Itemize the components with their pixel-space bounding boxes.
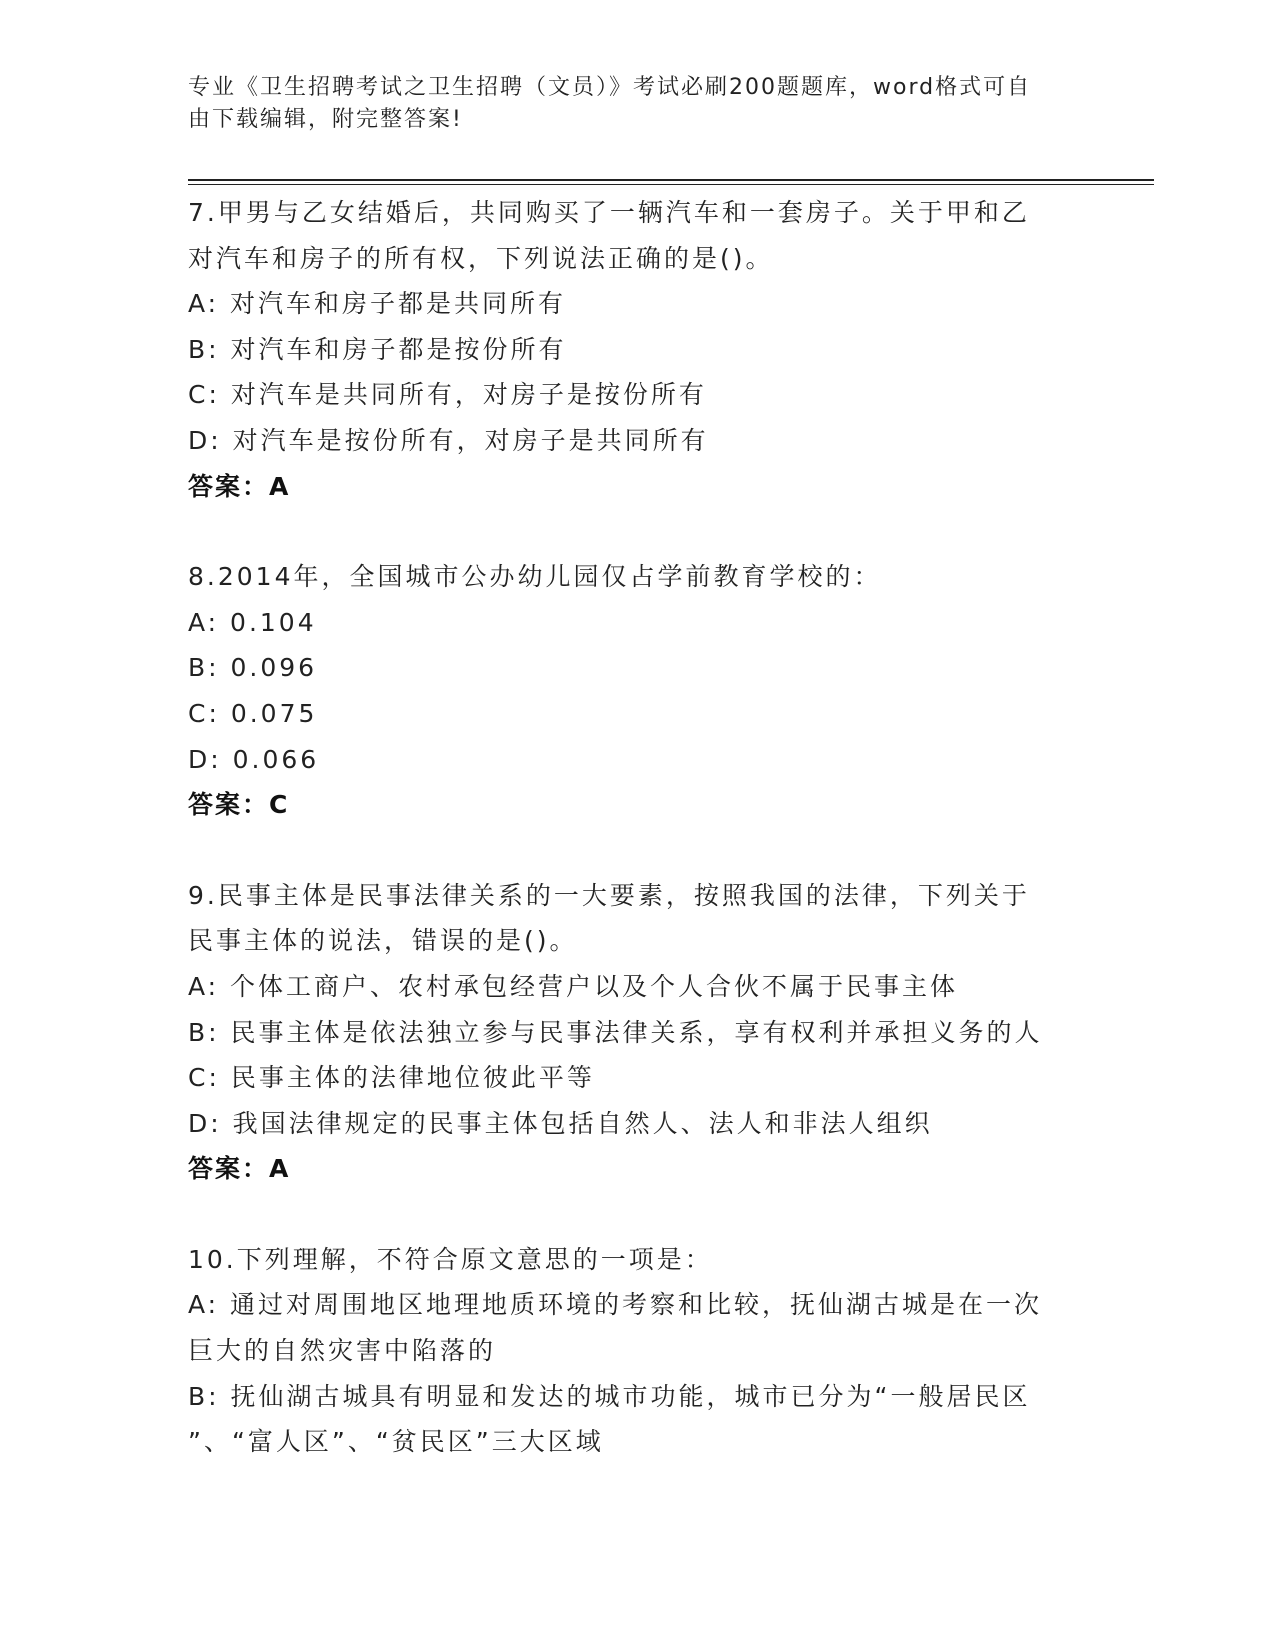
option-line: 巨大的自然灾害中陷落的 [188, 1336, 497, 1366]
option-line: D: 0.066 [188, 744, 320, 774]
option-line: B: 抚仙湖古城具有明显和发达的城市功能，城市已分为“一般居民区 [188, 1381, 1031, 1411]
question-stem-line: 7.甲男与乙女结婚后，共同购买了一辆汽车和一套房子。关于甲和乙 [188, 198, 1030, 227]
question-stem-line: 8.2014年，全国城市公办幼儿园仅占学前教育学校的： [188, 562, 882, 592]
header-line-2: 由下载编辑，附完整答案! [188, 107, 463, 132]
question-block [188, 873, 1088, 1192]
question-stem-line: 9.民事主体是民事法律关系的一大要素，按照我国的法律，下列关于 [188, 880, 1030, 910]
question-block [188, 190, 1088, 509]
question-list [188, 190, 1088, 1465]
option-line: D: 我国法律规定的民事主体包括自然人、法人和非法人组织 [188, 1108, 933, 1138]
option-line: C: 对汽车是共同所有，对房子是按份所有 [188, 380, 707, 410]
option-line: C: 民事主体的法律地位彼此平等 [188, 1063, 595, 1093]
option-line: A: 通过对周围地区地理地质环境的考察和比较，抚仙湖古城是在一次 [188, 1290, 1043, 1320]
option-line: C: 0.075 [188, 698, 318, 728]
answer-label: 答案：A [188, 1154, 291, 1184]
document-header [188, 72, 1068, 136]
answer-label: 答案：C [188, 790, 290, 820]
option-line: ”、“富人区”、“贫民区”三大区域 [188, 1427, 604, 1457]
header-divider-thin [188, 184, 1154, 185]
option-line: D: 对汽车是按份所有，对房子是共同所有 [188, 425, 709, 455]
option-line: B: 对汽车和房子都是按份所有 [188, 334, 567, 364]
answer-label: 答案：A [188, 471, 291, 501]
option-line: B: 0.096 [188, 653, 318, 683]
option-line: A: 0.104 [188, 607, 317, 637]
header-line-1: 专业《卫生招聘考试之卫生招聘（文员）》考试必刷200题题库，word格式可自 [188, 75, 1032, 100]
option-line: A: 个体工商户、农村承包经营户以及个人合伙不属于民事主体 [188, 971, 959, 1001]
header-divider-thick [188, 179, 1154, 181]
question-block [188, 1237, 1088, 1465]
question-stem-line: 10.下列理解，不符合原文意思的一项是： [188, 1244, 713, 1274]
option-line: B: 民事主体是依法独立参与民事法律关系，享有权利并承担义务的人 [188, 1017, 1043, 1047]
question-block [188, 554, 1088, 828]
question-stem-line: 民事主体的说法，错误的是()。 [188, 926, 578, 956]
option-line: A: 对汽车和房子都是共同所有 [188, 289, 567, 319]
question-stem-line: 对汽车和房子的所有权，下列说法正确的是()。 [188, 243, 774, 273]
